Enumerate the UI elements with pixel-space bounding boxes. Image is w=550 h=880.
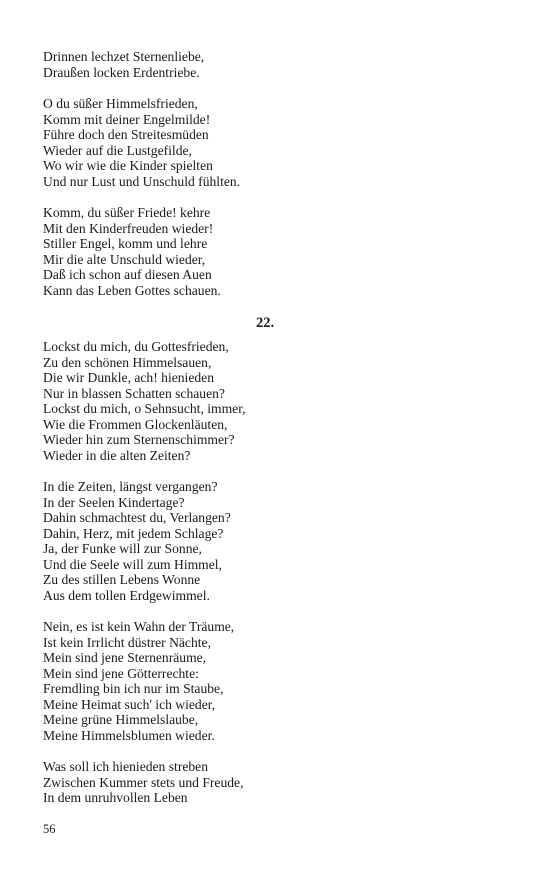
verse-line: Draußen locken Erdentriebe.: [43, 64, 200, 80]
verse-line: Nein, es ist kein Wahn der Träume,: [43, 619, 235, 634]
verse-line: Meine Heimat such' ich wieder,: [43, 696, 216, 712]
stanza: [43, 96, 483, 189]
verse-line: Und die Seele will zum Himmel,: [43, 556, 222, 572]
verse-line: Meine Himmelsblumen wieder.: [43, 727, 215, 743]
verse-line: O du süßer Himmelsfrieden,: [43, 96, 198, 111]
verse-line: Komm mit deiner Engelmilde!: [43, 111, 211, 127]
verse-line: Wie die Frommen Glockenläuten,: [43, 416, 228, 432]
verse-line: Lockst du mich, du Gottesfrieden,: [43, 339, 229, 354]
verse-line: Nur in blassen Schatten schauen?: [43, 385, 225, 401]
stanza: [43, 49, 483, 80]
poem-stanzas: [43, 339, 483, 806]
verse-line: Ja, der Funke will zur Sonne,: [43, 541, 202, 556]
verse-line: Zwischen Kummer stets und Freude,: [43, 774, 244, 790]
verse-line: Aus dem tollen Erdgewimmel.: [43, 587, 210, 603]
verse-line: Mit den Kinderfreuden wieder!: [43, 220, 214, 236]
stanza: [43, 205, 483, 298]
stanza: [43, 619, 483, 743]
verse-line: In der Seelen Kindertage?: [43, 494, 185, 510]
top-stanzas: [43, 49, 483, 298]
verse-line: Führe doch den Streitesmüden: [43, 127, 209, 142]
verse-line: Drinnen lechzet Sternenliebe,: [43, 49, 205, 64]
verse-line: Fremdling bin ich nur im Staube,: [43, 681, 224, 696]
stanza: [43, 479, 483, 603]
verse-line: Stiller Engel, komm und lehre: [43, 236, 208, 251]
verse-line: Komm, du süßer Friede! kehre: [43, 205, 211, 220]
verse-line: Mir die alte Unschuld wieder,: [43, 251, 206, 267]
poem-number-heading: 22.: [255, 315, 275, 331]
verse-line: Lockst du mich, o Sehnsucht, immer,: [43, 401, 246, 416]
verse-line: Kann das Leben Gottes schauen.: [43, 282, 221, 298]
verse-line: Was soll ich hienieden streben: [43, 759, 209, 774]
verse-line: Zu des stillen Lebens Wonne: [43, 572, 201, 587]
stanza: [43, 339, 483, 463]
page-number: 56: [43, 822, 56, 836]
verse-line: Mein sind jene Götterrechte:: [43, 665, 199, 681]
verse-line: Dahin, Herz, mit jedem Schlage?: [43, 525, 224, 541]
verse-line: Wieder auf die Lustgefilde,: [43, 142, 192, 158]
verse-line: Ist kein Irrlicht düstrer Nächte,: [43, 634, 211, 650]
verse-line: Dahin schmachtest du, Verlangen?: [43, 510, 231, 525]
verse-line: Die wir Dunkle, ach! hienieden: [43, 370, 214, 385]
verse-line: Meine grüne Himmelslaube,: [43, 712, 199, 727]
verse-line: In die Zeiten, längst vergangen?: [43, 479, 218, 494]
verse-line: Daß ich schon auf diesen Auen: [43, 267, 212, 282]
verse-line: Wieder hin zum Sternenschimmer?: [43, 432, 235, 447]
verse-line: Wo wir wie die Kinder spielten: [43, 158, 213, 173]
stanza: [43, 759, 483, 806]
verse-line: In dem unruhvollen Leben: [43, 790, 188, 805]
poem-page: [43, 49, 483, 822]
verse-line: Zu den schönen Himmelsauen,: [43, 354, 212, 370]
verse-line: Und nur Lust und Unschuld fühlten.: [43, 173, 241, 189]
verse-line: Mein sind jene Sternenräume,: [43, 650, 207, 665]
verse-line: Wieder in die alten Zeiten?: [43, 447, 191, 463]
